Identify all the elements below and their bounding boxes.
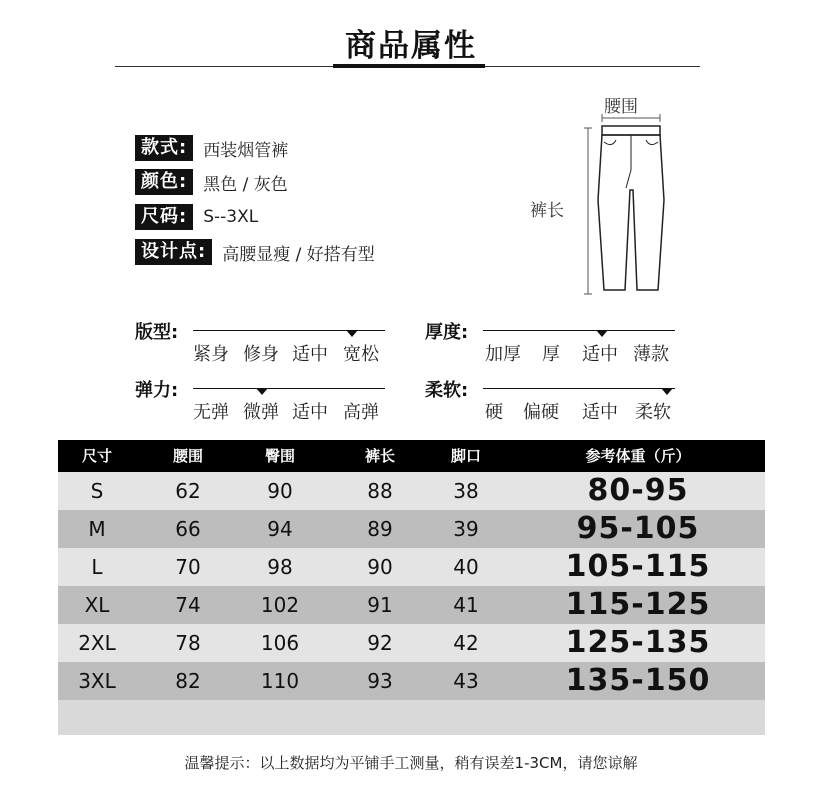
scale-label: 弹力: [135, 380, 179, 401]
attr-label: 设计点: [135, 239, 212, 265]
table-cell: 70 [175, 555, 201, 579]
table-cell: 2XL [78, 631, 116, 655]
title-accent-bar [333, 64, 485, 68]
table-row [58, 548, 765, 586]
pants-diagram [530, 90, 680, 300]
attr-value: 西装烟管裤 [203, 140, 289, 161]
scale-selected-marker [256, 388, 268, 395]
table-cell-weight: 95-105 [576, 511, 700, 546]
table-cell: L [91, 555, 103, 579]
table-cell: XL [84, 593, 110, 617]
attr-label: 颜色: [135, 169, 193, 195]
scale-option: 加厚 [485, 344, 521, 365]
scale-label: 厚度: [425, 322, 469, 343]
table-row [58, 510, 765, 548]
attr-style-row [135, 133, 288, 163]
table-cell: 88 [367, 479, 393, 503]
table-row [58, 662, 765, 700]
fit-scale [135, 318, 385, 368]
page-title: 商品属性 [345, 28, 477, 64]
table-cell-weight: 80-95 [587, 473, 689, 508]
table-cell: 90 [267, 479, 293, 503]
table-cell: 93 [367, 669, 393, 693]
table-cell: 89 [367, 517, 393, 541]
header-cell: 脚口 [450, 447, 481, 465]
scale-option: 适中 [292, 402, 328, 423]
scale-label: 柔软: [425, 380, 469, 401]
attr-label: 款式: [135, 135, 193, 161]
scale-option: 适中 [582, 344, 618, 365]
table-cell: 40 [453, 555, 479, 579]
scale-line [483, 330, 675, 331]
header-cell: 裤长 [364, 447, 395, 465]
table-cell: 92 [367, 631, 393, 655]
table-row [58, 472, 765, 510]
table-cell-weight: 115-125 [565, 587, 711, 622]
scale-option: 微弹 [243, 402, 279, 423]
table-cell-weight: 125-135 [565, 625, 711, 660]
scale-option: 柔软 [635, 402, 671, 423]
attr-size-row [135, 202, 258, 232]
attr-value: S--3XL [203, 207, 259, 227]
table-cell: 66 [175, 517, 201, 541]
table-cell: 91 [367, 593, 393, 617]
table-cell: 42 [453, 631, 479, 655]
scale-option: 高弹 [343, 402, 379, 423]
scale-option: 修身 [243, 344, 279, 365]
table-cell: 74 [175, 593, 201, 617]
thickness-scale [425, 318, 675, 368]
scale-option: 偏硬 [523, 402, 559, 423]
scale-option: 适中 [582, 402, 618, 423]
header-cell: 参考体重（斤） [585, 447, 691, 465]
attr-label: 尺码: [135, 204, 193, 230]
table-cell: 94 [267, 517, 293, 541]
table-cell: 78 [175, 631, 201, 655]
scale-line [193, 388, 385, 389]
pants-icon [530, 90, 680, 300]
table-cell-weight: 135-150 [565, 663, 711, 698]
elasticity-scale [135, 376, 385, 426]
scale-option: 适中 [292, 344, 328, 365]
table-cell: M [88, 517, 106, 541]
scale-option: 无弹 [193, 402, 229, 423]
table-cell: 82 [175, 669, 201, 693]
scale-option: 厚 [542, 344, 560, 365]
header-cell: 臀围 [264, 447, 295, 465]
table-cell: 3XL [78, 669, 116, 693]
table-row [58, 624, 765, 662]
attr-value: 高腰显瘦 / 好搭有型 [222, 244, 375, 265]
header-cell: 腰围 [172, 447, 203, 465]
scale-label: 版型: [135, 322, 179, 343]
softness-scale [425, 376, 675, 426]
table-cell: 90 [367, 555, 393, 579]
scale-line [483, 388, 675, 389]
size-table [58, 440, 765, 735]
scale-selected-marker [346, 330, 358, 337]
table-cell-weight: 105-115 [565, 549, 711, 584]
table-cell: 98 [267, 555, 293, 579]
scale-option: 紧身 [193, 344, 229, 365]
table-cell: 38 [453, 479, 479, 503]
scale-option: 硬 [485, 402, 503, 423]
attr-design-row [135, 237, 375, 267]
table-cell: 39 [453, 517, 479, 541]
footer-note: 温馨提示：以上数据均为平铺手工测量，稍有误差1-3CM，请您谅解 [184, 754, 638, 772]
table-cell: 43 [453, 669, 479, 693]
waist-label: 腰围 [604, 97, 638, 117]
scale-option: 宽松 [343, 344, 379, 365]
attr-value: 黑色 / 灰色 [203, 174, 288, 195]
table-cell: 62 [175, 479, 201, 503]
table-cell: 41 [453, 593, 479, 617]
table-cell: 110 [260, 669, 300, 693]
length-label: 裤长 [530, 201, 564, 221]
scale-selected-marker [596, 330, 608, 337]
header-cell: 尺寸 [81, 447, 112, 465]
table-row [58, 586, 765, 624]
table-cell: 102 [260, 593, 300, 617]
table-cell: S [90, 479, 104, 503]
scale-option: 薄款 [633, 344, 669, 365]
table-header [58, 440, 765, 472]
scale-selected-marker [661, 388, 673, 395]
attr-color-row [135, 167, 288, 197]
table-cell: 106 [260, 631, 300, 655]
